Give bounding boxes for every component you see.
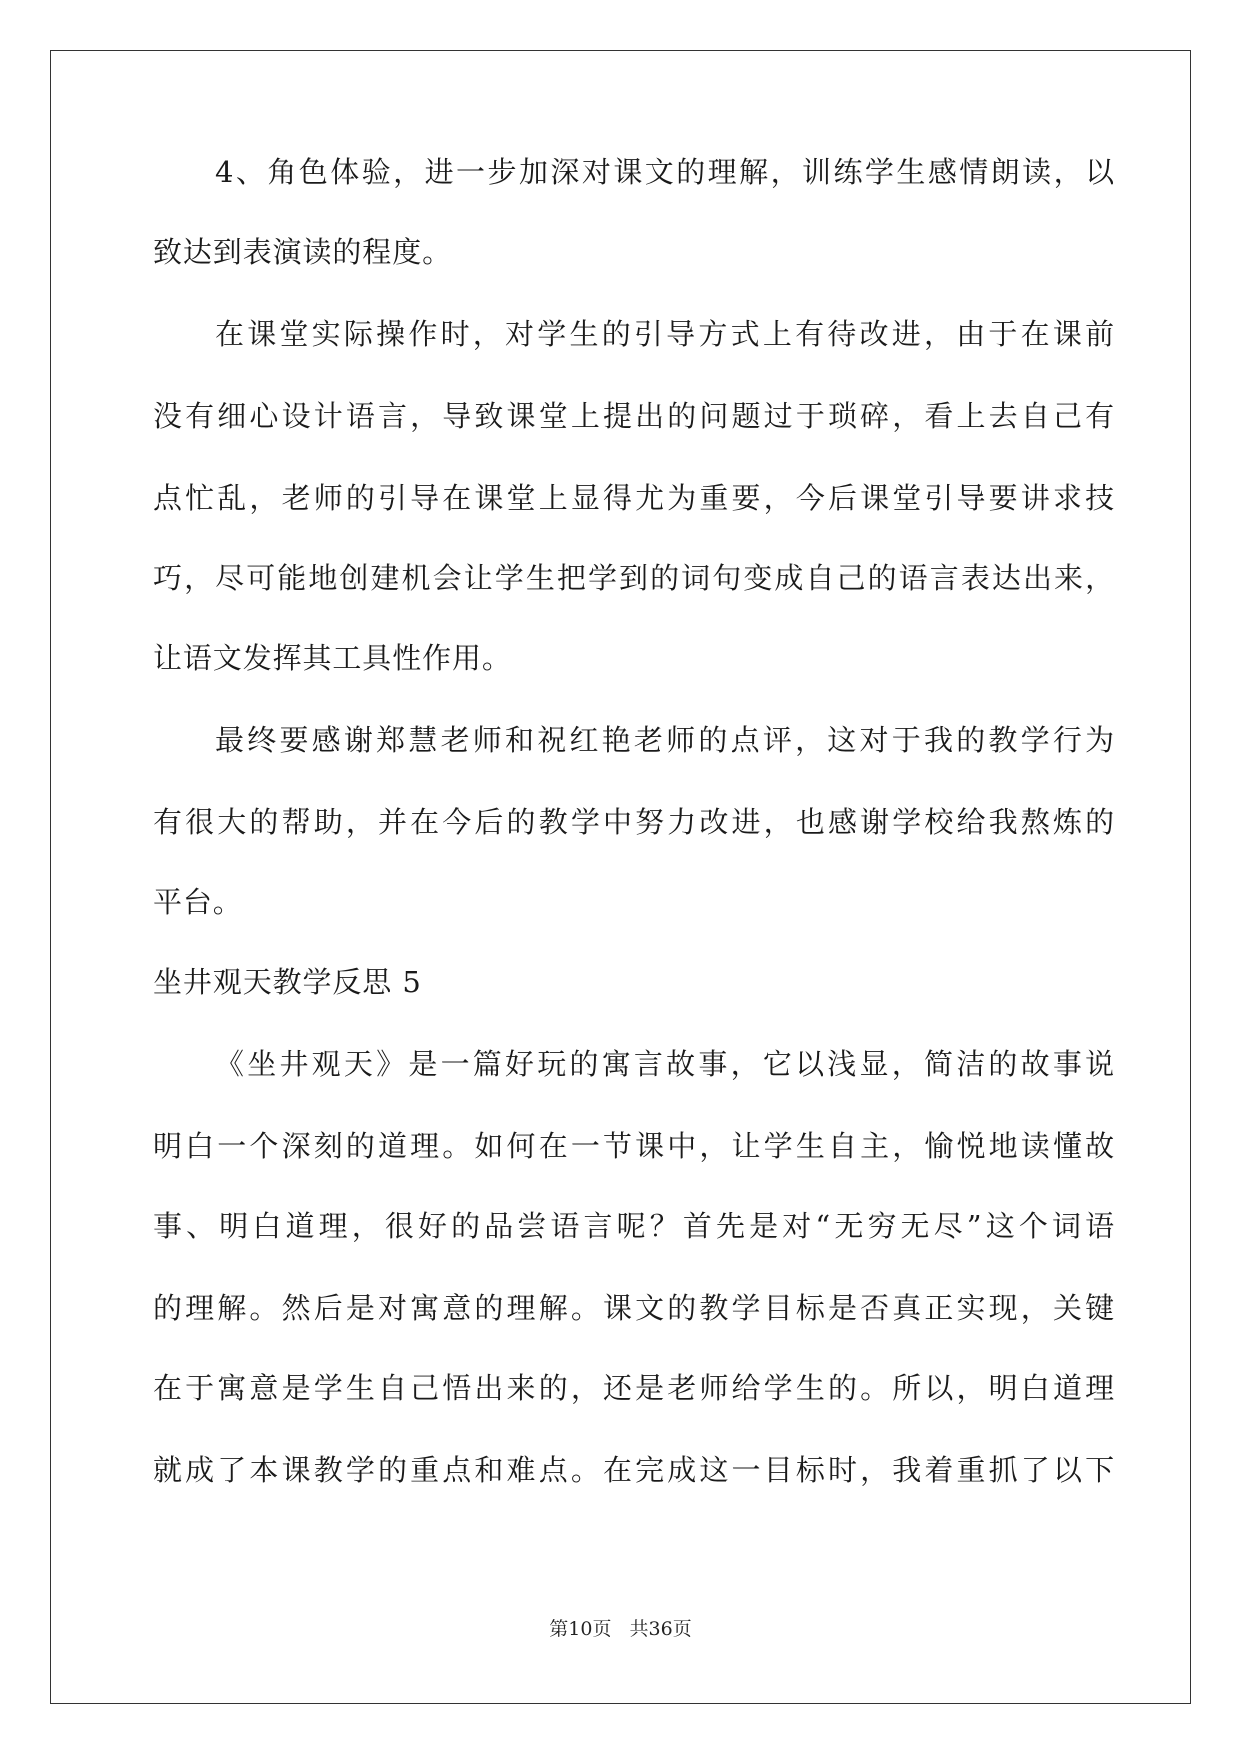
text-line: 在课堂实际操作时，对学生的引导方式上有待改进，由于在课前 (215, 317, 1115, 351)
text-line: 《坐井观天》是一篇好玩的寓言故事，它以浅显，简洁的故事说 (215, 1047, 1115, 1081)
page-number: 第10页 (549, 1618, 612, 1640)
text-line: 事、明白道理，很好的品尝语言呢？首先是对“无穷无尽”这个词语 (153, 1209, 1115, 1243)
text-line: 4、角色体验，进一步加深对课文的理解，训练学生感情朗读，以 (215, 155, 1115, 189)
text-line: 平台。 (153, 885, 243, 919)
text-line: 的理解。然后是对寓意的理解。课文的教学目标是否真正实现，关键 (153, 1291, 1115, 1325)
text-line: 明白一个深刻的道理。如何在一节课中，让学生自主，愉悦地读懂故 (153, 1129, 1115, 1163)
text-line: 有很大的帮助，并在今后的教学中努力改进，也感谢学校给我熬炼的 (153, 805, 1115, 839)
text-line: 最终要感谢郑慧老师和祝红艳老师的点评，这对于我的教学行为 (215, 723, 1115, 757)
text-line: 致达到表演读的程度。 (153, 235, 453, 269)
text-line: 在于寓意是学生自己悟出来的，还是老师给学生的。所以，明白道理 (153, 1371, 1115, 1405)
text-line: 巧，尽可能地创建机会让学生把学到的词句变成自己的语言表达出来， (153, 561, 1115, 595)
page-total: 共36页 (629, 1618, 692, 1640)
text-line: 让语文发挥其工具性作用。 (153, 641, 512, 675)
text-line: 坐井观天教学反思 5 (153, 965, 422, 999)
text-line: 没有细心设计语言，导致课堂上提出的问题过于琐碎，看上去自己有 (153, 399, 1115, 433)
text-line: 就成了本课教学的重点和难点。在完成这一目标时，我着重抓了以下 (153, 1453, 1115, 1487)
page-footer (0, 1614, 1241, 1641)
text-line: 点忙乱，老师的引导在课堂上显得尤为重要，今后课堂引导要讲求技 (153, 481, 1115, 515)
